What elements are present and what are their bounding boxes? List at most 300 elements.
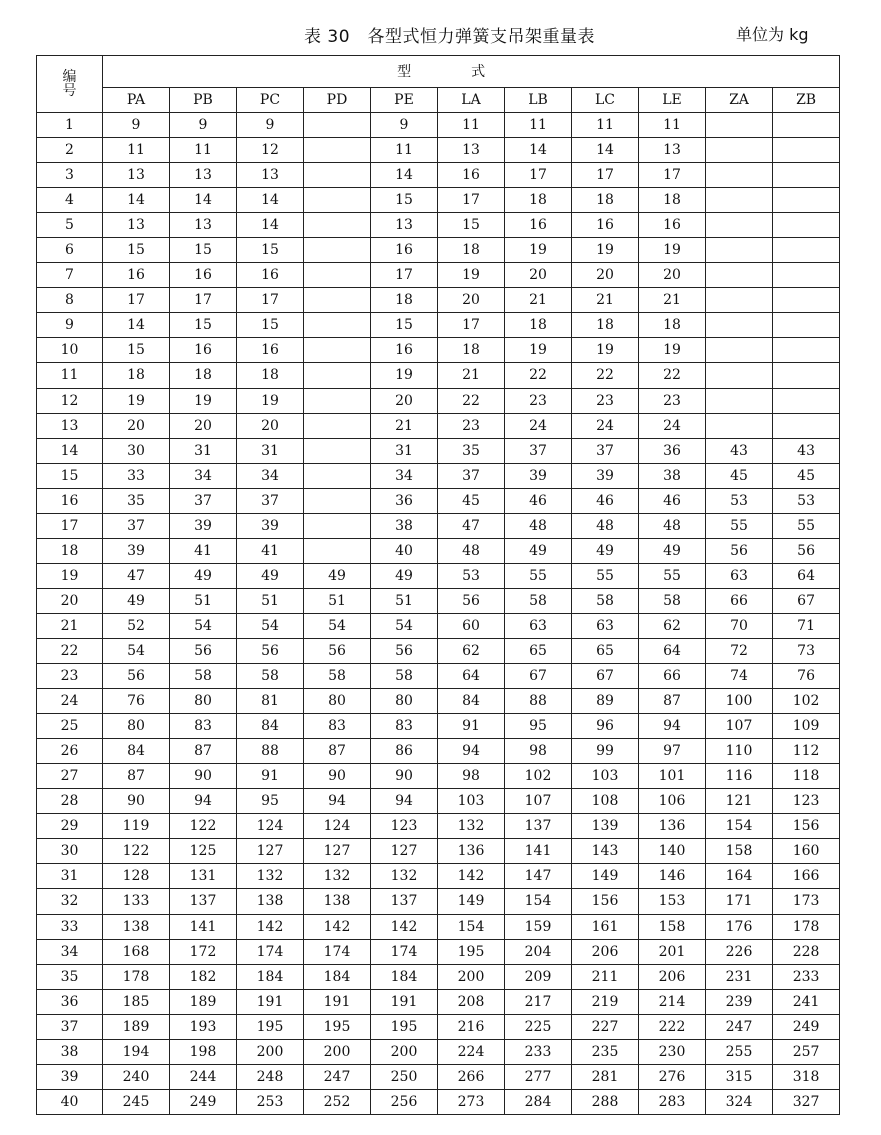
weight-cell: 133 <box>103 889 170 914</box>
row-number-cell: 33 <box>37 914 103 939</box>
row-number-cell: 39 <box>37 1064 103 1089</box>
weight-cell: 58 <box>505 588 572 613</box>
weight-cell: 211 <box>572 964 639 989</box>
weight-cell <box>304 488 371 513</box>
weight-cell: 31 <box>237 438 304 463</box>
weight-cell: 185 <box>103 989 170 1014</box>
row-number-cell: 7 <box>37 263 103 288</box>
weight-cell: 16 <box>170 338 237 363</box>
row-number-cell: 8 <box>37 288 103 313</box>
weight-cell: 16 <box>639 213 706 238</box>
weight-cell <box>773 313 840 338</box>
weight-cell: 53 <box>706 488 773 513</box>
weight-cell: 54 <box>170 613 237 638</box>
column-header-pd: PD <box>304 88 371 113</box>
weight-cell: 174 <box>371 939 438 964</box>
table-row <box>37 789 840 814</box>
weight-cell: 142 <box>304 914 371 939</box>
weight-cell: 13 <box>639 138 706 163</box>
weight-cell: 109 <box>773 714 840 739</box>
weight-cell: 154 <box>505 889 572 914</box>
type-group-header: 型式 <box>103 56 840 88</box>
weight-cell: 119 <box>103 814 170 839</box>
weight-cell: 166 <box>773 864 840 889</box>
weight-cell: 16 <box>103 263 170 288</box>
column-header-za: ZA <box>706 88 773 113</box>
row-number-cell: 14 <box>37 438 103 463</box>
weight-cell: 58 <box>304 664 371 689</box>
weight-cell: 66 <box>639 664 706 689</box>
weight-cell <box>773 338 840 363</box>
weight-cell <box>304 113 371 138</box>
weight-cell: 34 <box>170 463 237 488</box>
weight-cell <box>706 188 773 213</box>
unit-label: 单位为 kg <box>736 25 809 44</box>
table-row <box>37 939 840 964</box>
weight-cell: 55 <box>706 513 773 538</box>
weight-cell: 35 <box>103 488 170 513</box>
weight-cell: 18 <box>505 313 572 338</box>
table-body <box>37 113 840 1115</box>
weight-cell: 84 <box>103 739 170 764</box>
weight-cell: 24 <box>505 413 572 438</box>
weight-cell: 20 <box>103 413 170 438</box>
weight-cell: 195 <box>304 1014 371 1039</box>
weight-cell: 41 <box>237 538 304 563</box>
weight-cell: 103 <box>438 789 505 814</box>
weight-cell: 45 <box>438 488 505 513</box>
weight-cell: 20 <box>505 263 572 288</box>
weight-cell: 91 <box>237 764 304 789</box>
weight-cell: 52 <box>103 613 170 638</box>
weight-cell: 200 <box>371 1039 438 1064</box>
weight-cell: 189 <box>170 989 237 1014</box>
weight-cell: 56 <box>371 638 438 663</box>
weight-cell: 13 <box>237 163 304 188</box>
weight-cell: 19 <box>237 388 304 413</box>
weight-cell: 36 <box>371 488 438 513</box>
weight-cell: 20 <box>572 263 639 288</box>
weight-cell: 244 <box>170 1064 237 1089</box>
weight-cell: 21 <box>438 363 505 388</box>
table-row <box>37 588 840 613</box>
weight-cell: 16 <box>572 213 639 238</box>
column-header-zb: ZB <box>773 88 840 113</box>
weight-cell: 153 <box>639 889 706 914</box>
weight-cell: 56 <box>170 638 237 663</box>
row-number-cell: 3 <box>37 163 103 188</box>
weight-cell: 156 <box>572 889 639 914</box>
weight-cell: 9 <box>237 113 304 138</box>
weight-cell: 51 <box>237 588 304 613</box>
weight-cell: 39 <box>572 463 639 488</box>
weight-cell: 228 <box>773 939 840 964</box>
weight-cell: 22 <box>505 363 572 388</box>
table-title: 表 30 各型式恒力弹簧支吊架重量表 <box>304 27 596 47</box>
weight-cell: 17 <box>371 263 438 288</box>
weight-cell <box>304 513 371 538</box>
weight-cell: 11 <box>639 113 706 138</box>
weight-cell: 16 <box>237 338 304 363</box>
weight-cell: 276 <box>639 1064 706 1089</box>
weight-cell <box>304 213 371 238</box>
table-row <box>37 413 840 438</box>
table-row <box>37 463 840 488</box>
weight-cell: 18 <box>639 188 706 213</box>
weight-cell: 20 <box>170 413 237 438</box>
weight-cell: 54 <box>371 613 438 638</box>
weight-cell: 62 <box>438 638 505 663</box>
weight-cell: 141 <box>170 914 237 939</box>
weight-cell: 318 <box>773 1064 840 1089</box>
weight-cell: 49 <box>572 538 639 563</box>
weight-cell: 31 <box>170 438 237 463</box>
weight-cell: 55 <box>773 513 840 538</box>
row-number-cell: 1 <box>37 113 103 138</box>
row-number-cell: 20 <box>37 588 103 613</box>
weight-cell: 14 <box>505 138 572 163</box>
table-row <box>37 313 840 338</box>
weight-cell <box>304 313 371 338</box>
weight-cell: 255 <box>706 1039 773 1064</box>
weight-cell <box>706 113 773 138</box>
row-number-cell: 13 <box>37 413 103 438</box>
weight-cell: 138 <box>103 914 170 939</box>
table-row <box>37 513 840 538</box>
weight-cell: 132 <box>438 814 505 839</box>
weight-cell: 21 <box>505 288 572 313</box>
weight-cell: 14 <box>103 188 170 213</box>
weight-cell: 176 <box>706 914 773 939</box>
weight-cell: 209 <box>505 964 572 989</box>
weight-cell: 51 <box>170 588 237 613</box>
weight-cell: 252 <box>304 1089 371 1114</box>
table-row <box>37 964 840 989</box>
weight-cell: 17 <box>639 163 706 188</box>
weight-cell: 48 <box>572 513 639 538</box>
weight-cell: 72 <box>706 638 773 663</box>
weight-cell: 76 <box>773 664 840 689</box>
weight-cell: 222 <box>639 1014 706 1039</box>
weight-cell: 17 <box>505 163 572 188</box>
weight-cell: 43 <box>773 438 840 463</box>
row-number-cell: 12 <box>37 388 103 413</box>
weight-cell: 90 <box>304 764 371 789</box>
weight-cell: 324 <box>706 1089 773 1114</box>
weight-cell: 11 <box>371 138 438 163</box>
weight-cell: 13 <box>371 213 438 238</box>
weight-cell: 37 <box>505 438 572 463</box>
weight-cell: 189 <box>103 1014 170 1039</box>
weight-cell: 18 <box>371 288 438 313</box>
weight-cell: 16 <box>237 263 304 288</box>
weight-cell: 22 <box>572 363 639 388</box>
weight-cell: 30 <box>103 438 170 463</box>
weight-cell: 195 <box>438 939 505 964</box>
weight-cell: 65 <box>572 638 639 663</box>
weight-cell: 49 <box>103 588 170 613</box>
weight-cell: 15 <box>170 238 237 263</box>
weight-cell: 149 <box>572 864 639 889</box>
weight-cell: 76 <box>103 689 170 714</box>
row-number-cell: 22 <box>37 638 103 663</box>
weight-cell: 143 <box>572 839 639 864</box>
weight-cell: 41 <box>170 538 237 563</box>
weight-cell: 146 <box>639 864 706 889</box>
weight-cell: 16 <box>371 338 438 363</box>
weight-cell: 19 <box>639 238 706 263</box>
weight-cell: 227 <box>572 1014 639 1039</box>
column-header-lc: LC <box>572 88 639 113</box>
table-row <box>37 338 840 363</box>
weight-cell: 86 <box>371 739 438 764</box>
weight-cell: 97 <box>639 739 706 764</box>
weight-cell: 194 <box>103 1039 170 1064</box>
weight-cell: 158 <box>639 914 706 939</box>
weight-cell: 38 <box>371 513 438 538</box>
weight-cell: 18 <box>438 238 505 263</box>
weight-cell: 94 <box>639 714 706 739</box>
weight-cell: 9 <box>170 113 237 138</box>
weight-cell: 124 <box>304 814 371 839</box>
weight-cell: 94 <box>371 789 438 814</box>
table-row <box>37 714 840 739</box>
weight-cell: 122 <box>170 814 237 839</box>
table-row <box>37 1089 840 1114</box>
weight-cell: 240 <box>103 1064 170 1089</box>
table-row <box>37 1014 840 1039</box>
table-row <box>37 689 840 714</box>
weight-cell: 219 <box>572 989 639 1014</box>
table-row <box>37 839 840 864</box>
row-number-cell: 32 <box>37 889 103 914</box>
weight-cell: 80 <box>371 689 438 714</box>
weight-cell: 63 <box>572 613 639 638</box>
weight-cell: 46 <box>639 488 706 513</box>
weight-cell: 20 <box>639 263 706 288</box>
weight-cell <box>773 388 840 413</box>
table-row <box>37 563 840 588</box>
weight-cell: 266 <box>438 1064 505 1089</box>
weight-cell: 21 <box>572 288 639 313</box>
weight-cell: 137 <box>505 814 572 839</box>
row-number-cell: 5 <box>37 213 103 238</box>
table-row <box>37 814 840 839</box>
weight-cell: 58 <box>572 588 639 613</box>
weight-cell: 47 <box>103 563 170 588</box>
weight-cell: 84 <box>438 689 505 714</box>
weight-cell: 191 <box>237 989 304 1014</box>
weight-cell <box>304 363 371 388</box>
weight-cell: 45 <box>706 463 773 488</box>
weight-cell <box>773 238 840 263</box>
weight-cell: 19 <box>371 363 438 388</box>
weight-cell: 17 <box>103 288 170 313</box>
weight-cell <box>304 263 371 288</box>
weight-cell: 195 <box>371 1014 438 1039</box>
weight-cell: 19 <box>639 338 706 363</box>
weight-cell: 80 <box>304 689 371 714</box>
weight-cell: 49 <box>505 538 572 563</box>
weight-cell: 87 <box>103 764 170 789</box>
weight-cell: 55 <box>505 563 572 588</box>
weight-cell: 54 <box>103 638 170 663</box>
weight-cell: 136 <box>639 814 706 839</box>
row-number-cell: 37 <box>37 1014 103 1039</box>
weight-cell: 141 <box>505 839 572 864</box>
column-header-la: LA <box>438 88 505 113</box>
weight-cell <box>706 338 773 363</box>
weight-cell: 118 <box>773 764 840 789</box>
weight-cell <box>304 463 371 488</box>
weight-cell: 89 <box>572 689 639 714</box>
weight-cell: 204 <box>505 939 572 964</box>
weight-cell: 64 <box>438 664 505 689</box>
weight-cell: 55 <box>572 563 639 588</box>
weight-cell: 15 <box>371 188 438 213</box>
weight-cell: 127 <box>304 839 371 864</box>
weight-cell: 65 <box>505 638 572 663</box>
weight-cell: 136 <box>438 839 505 864</box>
weight-cell: 87 <box>639 689 706 714</box>
weight-cell: 142 <box>438 864 505 889</box>
weight-cell <box>706 238 773 263</box>
weight-cell: 137 <box>371 889 438 914</box>
column-header-lb: LB <box>505 88 572 113</box>
weight-cell: 13 <box>170 213 237 238</box>
weight-cell: 128 <box>103 864 170 889</box>
weight-cell: 182 <box>170 964 237 989</box>
weight-cell: 11 <box>170 138 237 163</box>
weight-cell: 64 <box>773 563 840 588</box>
row-number-cell: 30 <box>37 839 103 864</box>
weight-cell: 14 <box>237 188 304 213</box>
weight-cell: 108 <box>572 789 639 814</box>
column-header-pc: PC <box>237 88 304 113</box>
weight-cell: 49 <box>304 563 371 588</box>
table-row <box>37 388 840 413</box>
weight-cell <box>706 263 773 288</box>
weight-cell: 13 <box>438 138 505 163</box>
row-number-cell: 21 <box>37 613 103 638</box>
weight-cell: 102 <box>505 764 572 789</box>
weight-cell <box>304 413 371 438</box>
weight-cell: 54 <box>237 613 304 638</box>
table-row <box>37 163 840 188</box>
weight-cell: 37 <box>103 513 170 538</box>
weight-cell: 80 <box>170 689 237 714</box>
weight-cell: 17 <box>170 288 237 313</box>
weight-cell: 58 <box>371 664 438 689</box>
weight-cell: 172 <box>170 939 237 964</box>
weight-cell: 224 <box>438 1039 505 1064</box>
weight-cell: 154 <box>706 814 773 839</box>
row-number-cell: 4 <box>37 188 103 213</box>
weight-cell: 17 <box>237 288 304 313</box>
row-number-cell: 36 <box>37 989 103 1014</box>
weight-cell: 49 <box>237 563 304 588</box>
weight-cell: 39 <box>103 538 170 563</box>
weight-cell: 241 <box>773 989 840 1014</box>
weight-cell: 171 <box>706 889 773 914</box>
weight-cell: 9 <box>371 113 438 138</box>
weight-cell: 48 <box>639 513 706 538</box>
weight-cell: 63 <box>505 613 572 638</box>
weight-cell: 37 <box>237 488 304 513</box>
weight-cell: 56 <box>438 588 505 613</box>
table-row <box>37 1064 840 1089</box>
weight-cell: 158 <box>706 839 773 864</box>
weight-cell: 23 <box>572 388 639 413</box>
weight-cell: 15 <box>170 313 237 338</box>
weight-cell <box>773 263 840 288</box>
weight-cell: 31 <box>371 438 438 463</box>
weight-cell: 13 <box>103 213 170 238</box>
row-number-cell: 34 <box>37 939 103 964</box>
weight-cell: 161 <box>572 914 639 939</box>
weight-cell: 18 <box>639 313 706 338</box>
weight-cell: 37 <box>170 488 237 513</box>
weight-cell: 90 <box>170 764 237 789</box>
weight-cell: 56 <box>304 638 371 663</box>
weight-cell: 16 <box>170 263 237 288</box>
weight-cell <box>773 213 840 238</box>
weight-cell: 46 <box>572 488 639 513</box>
row-number-cell: 17 <box>37 513 103 538</box>
weight-cell: 132 <box>304 864 371 889</box>
weight-cell: 124 <box>237 814 304 839</box>
weight-cell <box>304 238 371 263</box>
weight-cell: 233 <box>505 1039 572 1064</box>
weight-cell: 14 <box>371 163 438 188</box>
weight-cell: 23 <box>639 388 706 413</box>
weight-cell: 56 <box>773 538 840 563</box>
row-number-cell: 6 <box>37 238 103 263</box>
weight-cell: 206 <box>639 964 706 989</box>
weight-cell: 191 <box>371 989 438 1014</box>
weight-cell: 20 <box>371 388 438 413</box>
column-header-le: LE <box>639 88 706 113</box>
table-caption <box>0 22 881 52</box>
weight-cell: 94 <box>438 739 505 764</box>
weight-cell: 88 <box>505 689 572 714</box>
table-row <box>37 664 840 689</box>
weight-table <box>36 55 840 1115</box>
weight-cell: 49 <box>170 563 237 588</box>
weight-cell: 11 <box>505 113 572 138</box>
weight-cell: 103 <box>572 764 639 789</box>
weight-cell <box>773 363 840 388</box>
weight-cell: 34 <box>237 463 304 488</box>
weight-cell: 121 <box>706 789 773 814</box>
row-number-cell: 19 <box>37 563 103 588</box>
weight-cell: 116 <box>706 764 773 789</box>
weight-cell: 178 <box>103 964 170 989</box>
weight-cell <box>773 138 840 163</box>
weight-cell: 63 <box>706 563 773 588</box>
weight-cell: 47 <box>438 513 505 538</box>
weight-cell: 284 <box>505 1089 572 1114</box>
weight-cell: 233 <box>773 964 840 989</box>
weight-cell: 101 <box>639 764 706 789</box>
weight-cell: 18 <box>237 363 304 388</box>
weight-cell: 112 <box>773 739 840 764</box>
weight-cell: 149 <box>438 889 505 914</box>
weight-cell: 19 <box>103 388 170 413</box>
row-number-cell: 31 <box>37 864 103 889</box>
weight-cell: 200 <box>304 1039 371 1064</box>
weight-cell: 19 <box>505 238 572 263</box>
